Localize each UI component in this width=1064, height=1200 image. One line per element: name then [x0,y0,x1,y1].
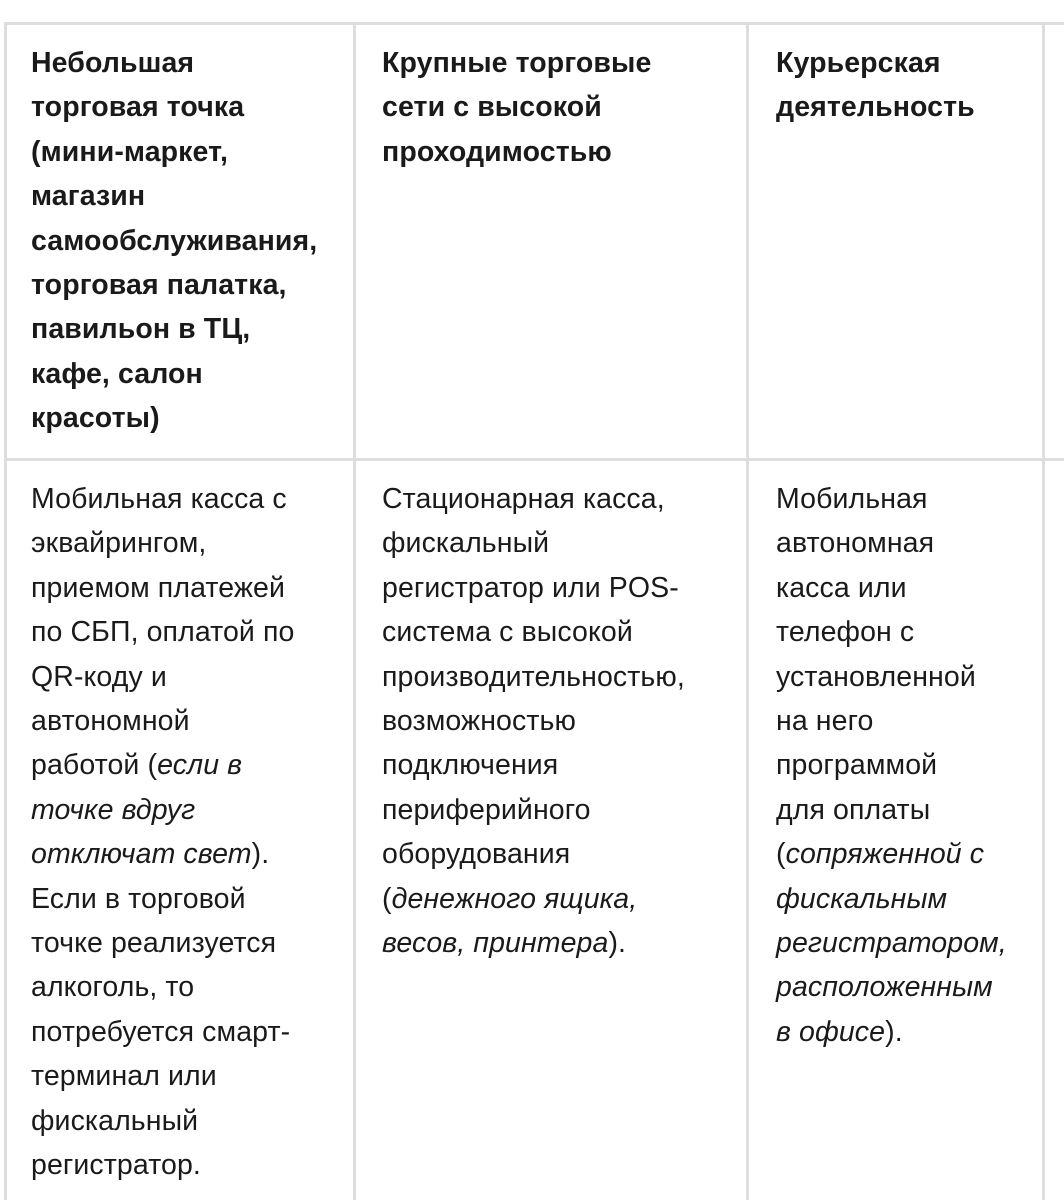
body-line: расположенным [776,971,993,1004]
header-line: проходимостью [382,135,612,168]
body-line: приемом платежей [31,571,285,604]
body-line [382,877,685,921]
body-line: автономной [31,705,190,738]
table-top-border [4,22,1064,25]
body-cell-small-store [31,477,294,1188]
italic-text: денежного ящика, [391,882,638,915]
header-line: Небольшая [31,47,195,79]
text-span: ). [885,1015,903,1048]
italic-text: сопряженной с [785,838,985,871]
body-line: установленной [776,660,976,693]
text-span: работой ( [31,749,158,782]
italic-text: если в [157,749,243,782]
body-line [31,832,294,876]
body-line: регистратором, [776,927,1007,960]
body-line: Стационарная касса, [382,483,665,515]
column-divider-2 [746,22,749,1200]
body-line: возможностью [382,705,576,738]
body-line: касса или [776,571,907,604]
body-line: автономная [776,527,935,560]
body-line: телефон с [776,616,915,649]
body-line: фискальным [776,882,948,915]
body-line [382,921,685,965]
body-line: оборудования [382,838,571,871]
body-line: Если в торговой [31,882,246,915]
body-line: производительностью, [382,660,685,693]
body-line: точке вдруг [31,793,196,826]
header-line: (мини-маркет, [31,135,229,168]
header-line: Курьерская [776,47,941,79]
body-cell-courier [776,477,1007,1054]
body-line [31,743,294,787]
header-line: сети с высокой [382,91,602,124]
body-line: потребуется смарт- [31,1015,291,1048]
text-span: ). [608,927,627,960]
body-line [776,1010,1007,1054]
body-line: QR-коду и [31,660,167,693]
header-line: торговая точка [31,91,245,124]
header-line: кафе, салон [31,357,203,390]
text-span: ( [776,838,786,871]
body-line: по СБП, оплатой по [31,616,295,649]
body-line: для оплаты [776,793,931,826]
italic-text: весов, принтера [382,927,609,960]
body-line: Мобильная касса с [31,483,287,515]
body-line: эквайрингом, [31,527,207,560]
body-line: фискальный [382,527,550,560]
header-line: красоты) [31,402,160,435]
body-line: регистратор. [31,1149,201,1182]
header-line: павильон в ТЦ, [31,313,251,346]
body-line: фискальный [31,1104,199,1137]
column-divider-3 [1042,22,1045,1200]
column-divider-1 [353,22,356,1200]
header-line: торговая палатка, [31,269,287,302]
header-cell-courier [776,41,975,130]
italic-text: в офисе [776,1015,886,1048]
body-line: подключения [382,749,559,782]
header-cell-large-chains [382,41,651,174]
header-line: самообслуживания, [31,224,318,257]
header-line: деятельность [776,91,975,124]
body-line: программой [776,749,938,782]
text-span: ). [251,838,270,871]
header-line: Крупные торговые [382,47,652,79]
body-line: периферийного [382,793,591,826]
body-line: Мобильная [776,483,928,515]
header-cell-small-store [31,41,317,441]
header-line: магазин [31,180,146,213]
body-line: алкоголь, то [31,971,195,1004]
italic-text: отключат свет [31,838,252,871]
row-divider [4,458,1064,461]
body-line: регистратор или POS- [382,571,679,604]
body-line: терминал или [31,1060,217,1093]
table-left-border [4,22,7,1200]
body-line: точке реализуется [31,927,277,960]
text-span: ( [382,882,392,915]
body-cell-large-chains [382,477,685,965]
body-line: на него [776,705,874,738]
body-line: система с высокой [382,616,633,649]
body-line [776,832,1007,876]
